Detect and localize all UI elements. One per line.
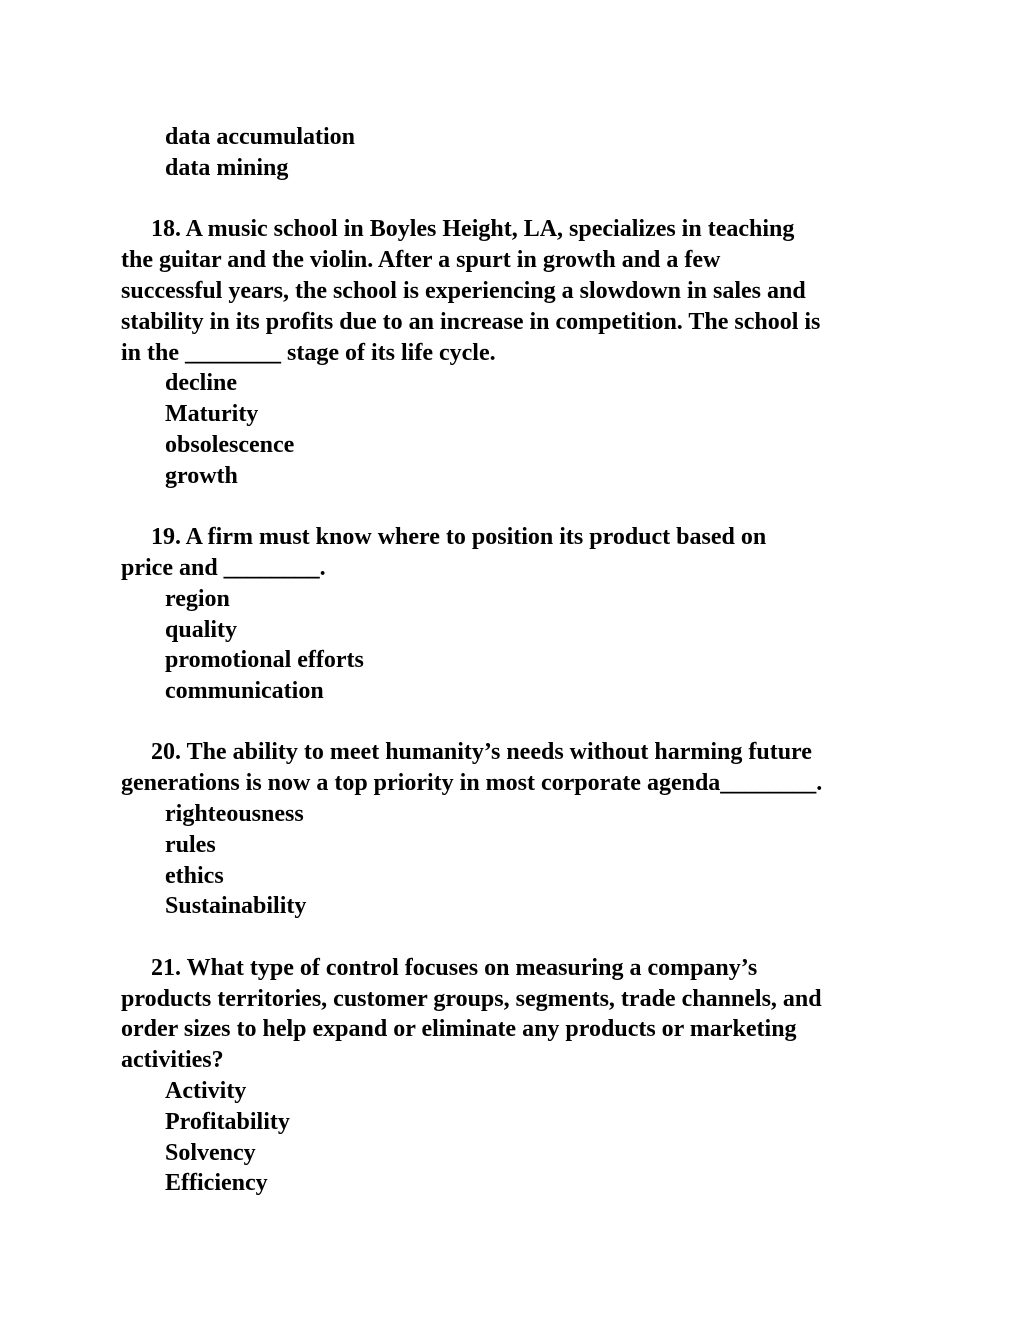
question-text: price and ________. <box>121 555 326 581</box>
answer-option: Profitability <box>165 1109 290 1135</box>
question-text: successful years, the school is experiencing a slowdown in sales and <box>121 278 806 304</box>
answer-option: Solvency <box>165 1140 256 1166</box>
answer-option: rules <box>165 832 216 858</box>
answer-option: data accumulation <box>165 124 356 150</box>
answer-option: Maturity <box>165 401 259 427</box>
answer-option: Sustainability <box>165 893 307 919</box>
answer-option: obsolescence <box>165 432 295 458</box>
answer-option: Activity <box>165 1078 247 1104</box>
answer-option: data mining <box>165 155 289 181</box>
answer-option: quality <box>165 617 238 643</box>
question-text: 20. The ability to meet humanity’s needs without harming future <box>151 739 812 765</box>
question-text: generations is now a top priority in most corporate agenda________. <box>121 770 823 796</box>
answer-option: ethics <box>165 863 224 889</box>
answer-option: Efficiency <box>165 1170 268 1196</box>
answer-option: region <box>165 586 230 612</box>
answer-option: promotional efforts <box>165 647 364 673</box>
question-text: in the ________ stage of its life cycle. <box>121 340 496 366</box>
question-text: activities? <box>121 1047 224 1073</box>
question-text: stability in its profits due to an increase in competition. The school is <box>121 309 821 335</box>
question-text: order sizes to help expand or eliminate any products or marketing <box>121 1016 797 1042</box>
question-text: 18. A music school in Boyles Height, LA, specializes in teaching <box>151 216 795 242</box>
answer-option: decline <box>165 370 237 396</box>
answer-option: communication <box>165 678 324 704</box>
question-text: 19. A firm must know where to position its product based on <box>151 524 767 550</box>
answer-option: growth <box>165 463 238 489</box>
question-text: products territories, customer groups, segments, trade channels, and <box>121 986 822 1012</box>
question-text: 21. What type of control focuses on measuring a company’s <box>151 955 758 981</box>
question-text: the guitar and the violin. After a spurt in growth and a few <box>121 247 721 273</box>
answer-option: righteousness <box>165 801 304 827</box>
